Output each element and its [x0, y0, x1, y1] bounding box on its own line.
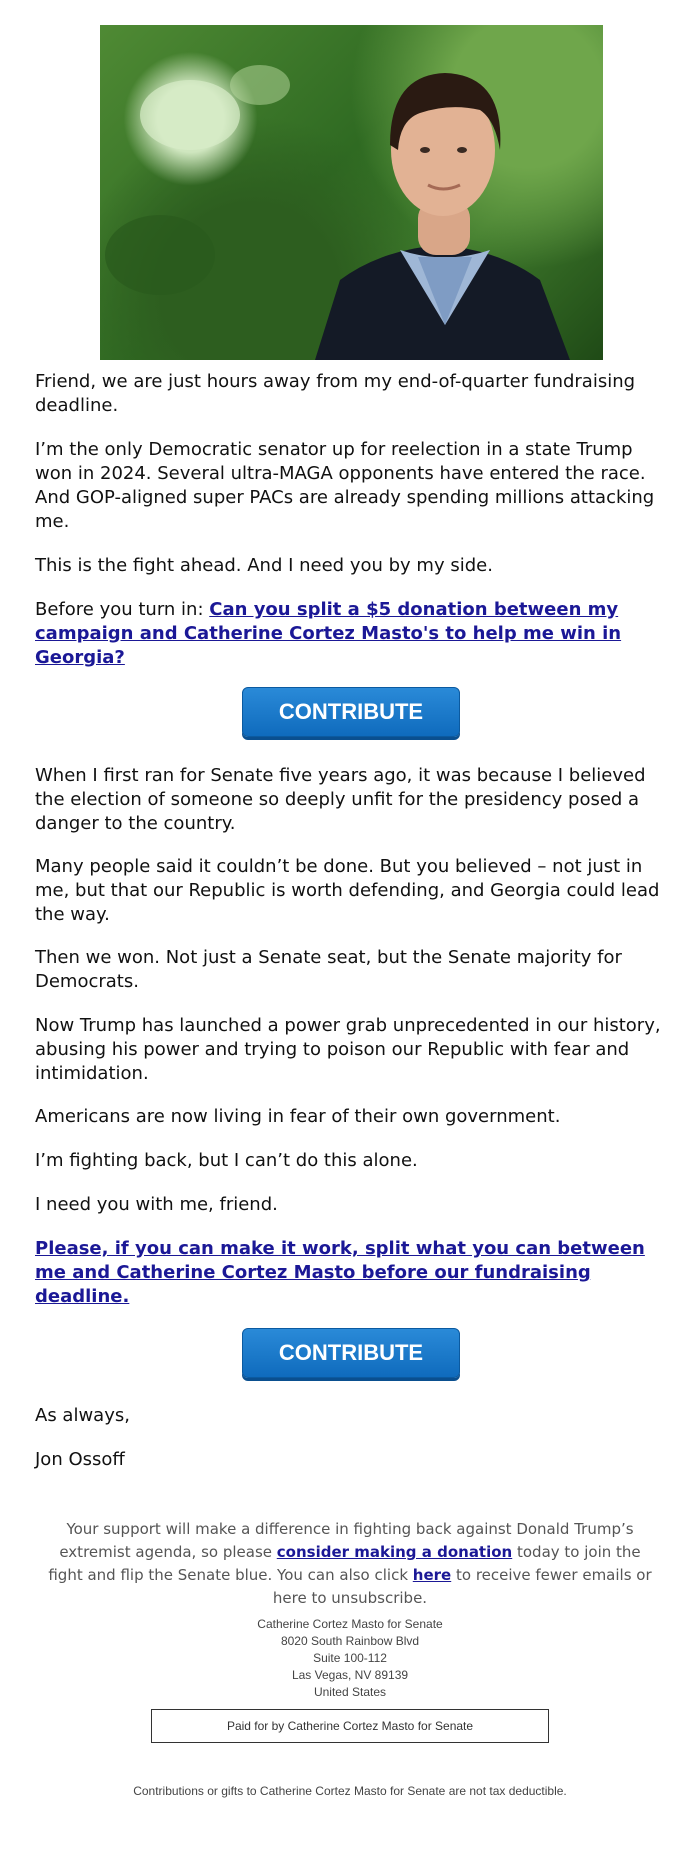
fewer-emails-link[interactable]: here [412, 1566, 452, 1584]
paragraph-power-grab: Now Trump has launched a power grab unprecedented in our history, abusing his power and trying to poison our Republic with fear and intimidation. [35, 1015, 661, 1084]
tax-disclaimer: Contributions or gifts to Catherine Cortez Masto for Senate are not tax deductible. [133, 1784, 567, 1798]
paragraph-reelection: I’m the only Democratic senator up for reelection in a state Trump won in 2024. Several ultra-MAGA opponents have entered the race. And GOP-aligned super PACs are already spending millions attacking me. [35, 439, 655, 532]
paragraph-intro: Friend, we are just hours away from my end-of-quarter fundraising deadline. [35, 371, 636, 416]
portrait-illustration [100, 25, 603, 360]
donation-ask-prefix: Before you turn in: [35, 599, 210, 620]
paragraph-donation-ask [35, 598, 665, 670]
address-line: Las Vegas, NV 89139 [291, 1668, 409, 1682]
address-line: Suite 100-112 [313, 1651, 387, 1665]
split-donation-link[interactable]: Can you split a $5 donation between my campaign and Catherine Cortez Masto's to help me win in Georgia? [35, 599, 622, 668]
consider-donation-link[interactable]: consider making a donation [276, 1543, 513, 1561]
paragraph-fear: Americans are now living in fear of their own government. [35, 1106, 561, 1127]
signoff: As always, [35, 1405, 130, 1426]
contribute-button-2[interactable]: CONTRIBUTE [242, 1328, 460, 1378]
footer-note-part-c: to receive fewer emails or here to unsubscribe. [272, 1566, 652, 1607]
paragraph-we-won: Then we won. Not just a Senate seat, but the Senate majority for Democrats. [35, 947, 622, 992]
address-line: 8020 South Rainbow Blvd [280, 1634, 420, 1648]
footer-note-part-a: Your support will make a difference in fighting back against Donald Trump’s extremist agenda, so please [59, 1520, 634, 1561]
paragraph-fighting-back: I’m fighting back, but I can’t do this alone. [35, 1150, 418, 1171]
signature: Jon Ossoff [35, 1449, 125, 1470]
contribute-button[interactable]: CONTRIBUTE [242, 687, 460, 737]
paragraph-need-you: I need you with me, friend. [35, 1194, 278, 1215]
split-before-deadline-link[interactable]: Please, if you can make it work, split what you can between me and Catherine Cortez Masto before our fundraising deadline. [35, 1238, 645, 1307]
paragraph-believed: Many people said it couldn’t be done. But you believed – not just in me, but that our Republic is worth defending, and Georgia could lead the way. [35, 856, 660, 925]
hero-photo [100, 25, 603, 360]
paid-for-box: Paid for by Catherine Cortez Masto for Senate [151, 1709, 549, 1743]
footer-note [40, 1518, 660, 1610]
paragraph-fight-ahead: This is the fight ahead. And I need you by my side. [35, 555, 493, 576]
paragraph-final-ask [35, 1237, 665, 1309]
mailing-address [150, 1616, 550, 1701]
paragraph-first-ran: When I first ran for Senate five years ago, it was because I believed the election of someone so deeply unfit for the presidency posed a danger to the country. [35, 765, 646, 834]
address-line: United States [313, 1685, 387, 1699]
footer-note-part-b: today to join the fight and flip the Senate blue. You can also click [48, 1543, 641, 1584]
address-line: Catherine Cortez Masto for Senate [257, 1617, 443, 1631]
